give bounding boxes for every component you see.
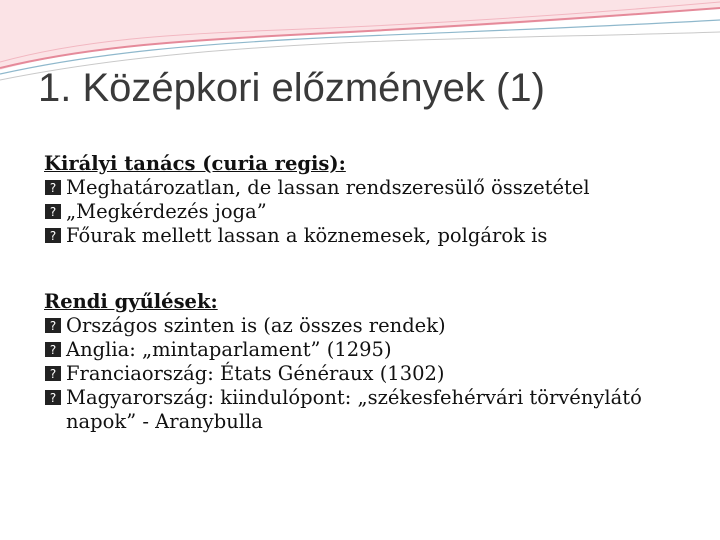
svg-text:?: ? [49, 319, 57, 333]
list-item [44, 224, 704, 248]
list-item-text: Franciaország: États Généraux (1302) [66, 362, 445, 385]
list-item [44, 386, 704, 434]
list-item [44, 362, 704, 386]
list-item-text: Magyarország: kiindulópont: „székesfehérvári törvénylátó napok” - Aranybulla [66, 386, 642, 433]
list-item-text: Főurak mellett lassan a köznemesek, polgárok is [66, 224, 548, 247]
list-item [44, 176, 704, 200]
list-item-text: „Megkérdezés joga” [66, 200, 267, 223]
list-item [44, 338, 704, 362]
replacement-char-icon [44, 203, 64, 220]
section-rendi-gyulesek [44, 290, 704, 434]
slide-title: 1. Középkori előzmények (1) [38, 66, 545, 110]
list-item [44, 200, 704, 224]
list-item-text: Meghatározatlan, de lassan rendszeresülő összetétel [66, 176, 590, 199]
svg-text:?: ? [49, 391, 57, 405]
replacement-char-icon [44, 227, 64, 244]
svg-text:?: ? [49, 181, 57, 195]
slide-body [44, 152, 704, 434]
replacement-char-icon [44, 341, 64, 358]
section-heading: Rendi gyűlések: [44, 290, 218, 313]
svg-text:?: ? [49, 205, 57, 219]
section-spacer [44, 248, 704, 290]
list-item [44, 314, 704, 338]
svg-text:?: ? [49, 367, 57, 381]
section-curia-regis [44, 152, 704, 248]
section-heading: Királyi tanács (curia regis): [44, 152, 346, 175]
replacement-char-icon [44, 389, 64, 406]
replacement-char-icon [44, 365, 64, 382]
replacement-char-icon [44, 317, 64, 334]
svg-text:?: ? [49, 229, 57, 243]
replacement-char-icon [44, 179, 64, 196]
list-item-text: Országos szinten is (az összes rendek) [66, 314, 446, 337]
svg-text:?: ? [49, 343, 57, 357]
list-item-text: Anglia: „mintaparlament” (1295) [66, 338, 392, 361]
